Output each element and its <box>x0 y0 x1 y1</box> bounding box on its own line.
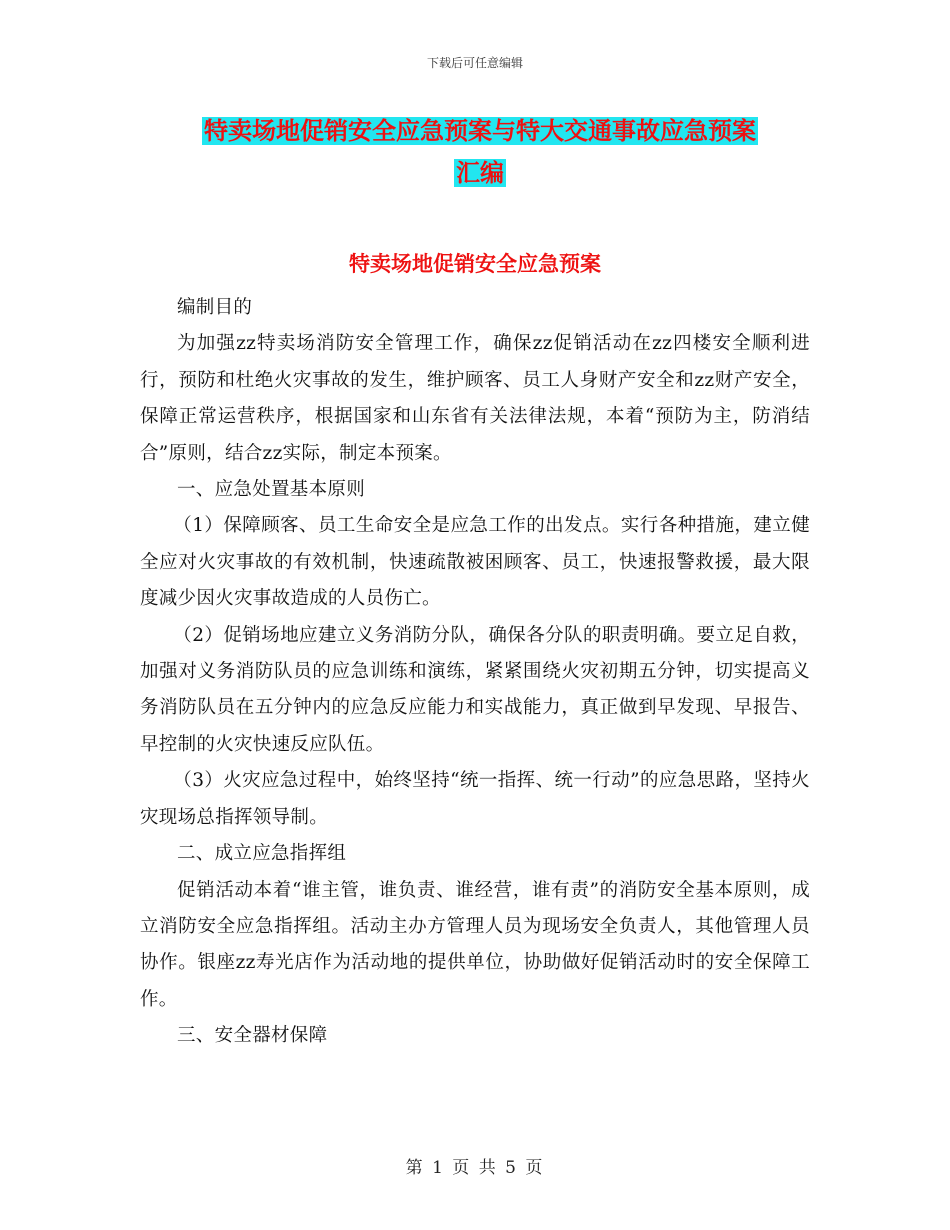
document-body <box>140 290 810 1055</box>
paragraph-purpose: 为加强zz特卖场消防安全管理工作，确保zz促销活动在zz四楼安全顺利进行，预防和杜绝火灾事故的发生，维护顾客、员工人身财产安全和zz财产安全，保障正常运营秩序，根据国家和山东省有关法律法规，本着“预防为主，防消结合”原则，结合zz实际，制定本预案。 <box>140 333 810 464</box>
document-title-line-2: 汇编 <box>456 159 504 187</box>
section-title: 特卖场地促销安全应急预案 <box>349 252 601 276</box>
paragraph-principle-1: （1）保障顾客、员工生命安全是应急工作的出发点。实行各种措施，建立健全应对火灾事故的有效机制，快速疏散被困顾客、员工，快速报警救援，最大限度减少因火灾事故造成的人员伤亡。 <box>140 515 810 610</box>
paragraph-command-group: 促销活动本着“谁主管，谁负责、谁经营，谁有责”的消防安全基本原则，成立消防安全应急指挥组。活动主办方管理人员为现场安全负责人，其他管理人员协作。银座zz寿光店作为活动地的提供单位，协助做好促销活动时的安全保障工作。 <box>140 879 810 1010</box>
heading-command-group: 二、成立应急指挥组 <box>177 843 347 865</box>
paragraph-purpose-heading: 编制目的 <box>177 297 253 318</box>
document-title-line-1: 特卖场地促销安全应急预案与特大交通事故应急预案 <box>204 117 756 145</box>
paragraph-principle-2: （2）促销场地应建立义务消防分队，确保各分队的职责明确。要立足自救，加强对义务消防队员的应急训练和演练，紧紧围绕火灾初期五分钟，切实提高义务消防队员在五分钟内的应急反应能力和实战能力，真正做到早发现、早报告、早控制的火灾快速反应队伍。 <box>140 624 810 755</box>
header-note: 下载后可任意编辑 <box>426 56 523 70</box>
paragraph-principle-3: （3）火灾应急过程中，始终坚持“统一指挥、统一行动”的应急思路，坚持火灾现场总指挥领导制。 <box>140 770 810 828</box>
page-number: 第 1 页 共 5 页 <box>405 1158 545 1178</box>
heading-principles: 一、应急处置基本原则 <box>177 479 366 501</box>
document-title <box>140 110 820 194</box>
heading-equipment: 三、安全器材保障 <box>177 1025 328 1047</box>
